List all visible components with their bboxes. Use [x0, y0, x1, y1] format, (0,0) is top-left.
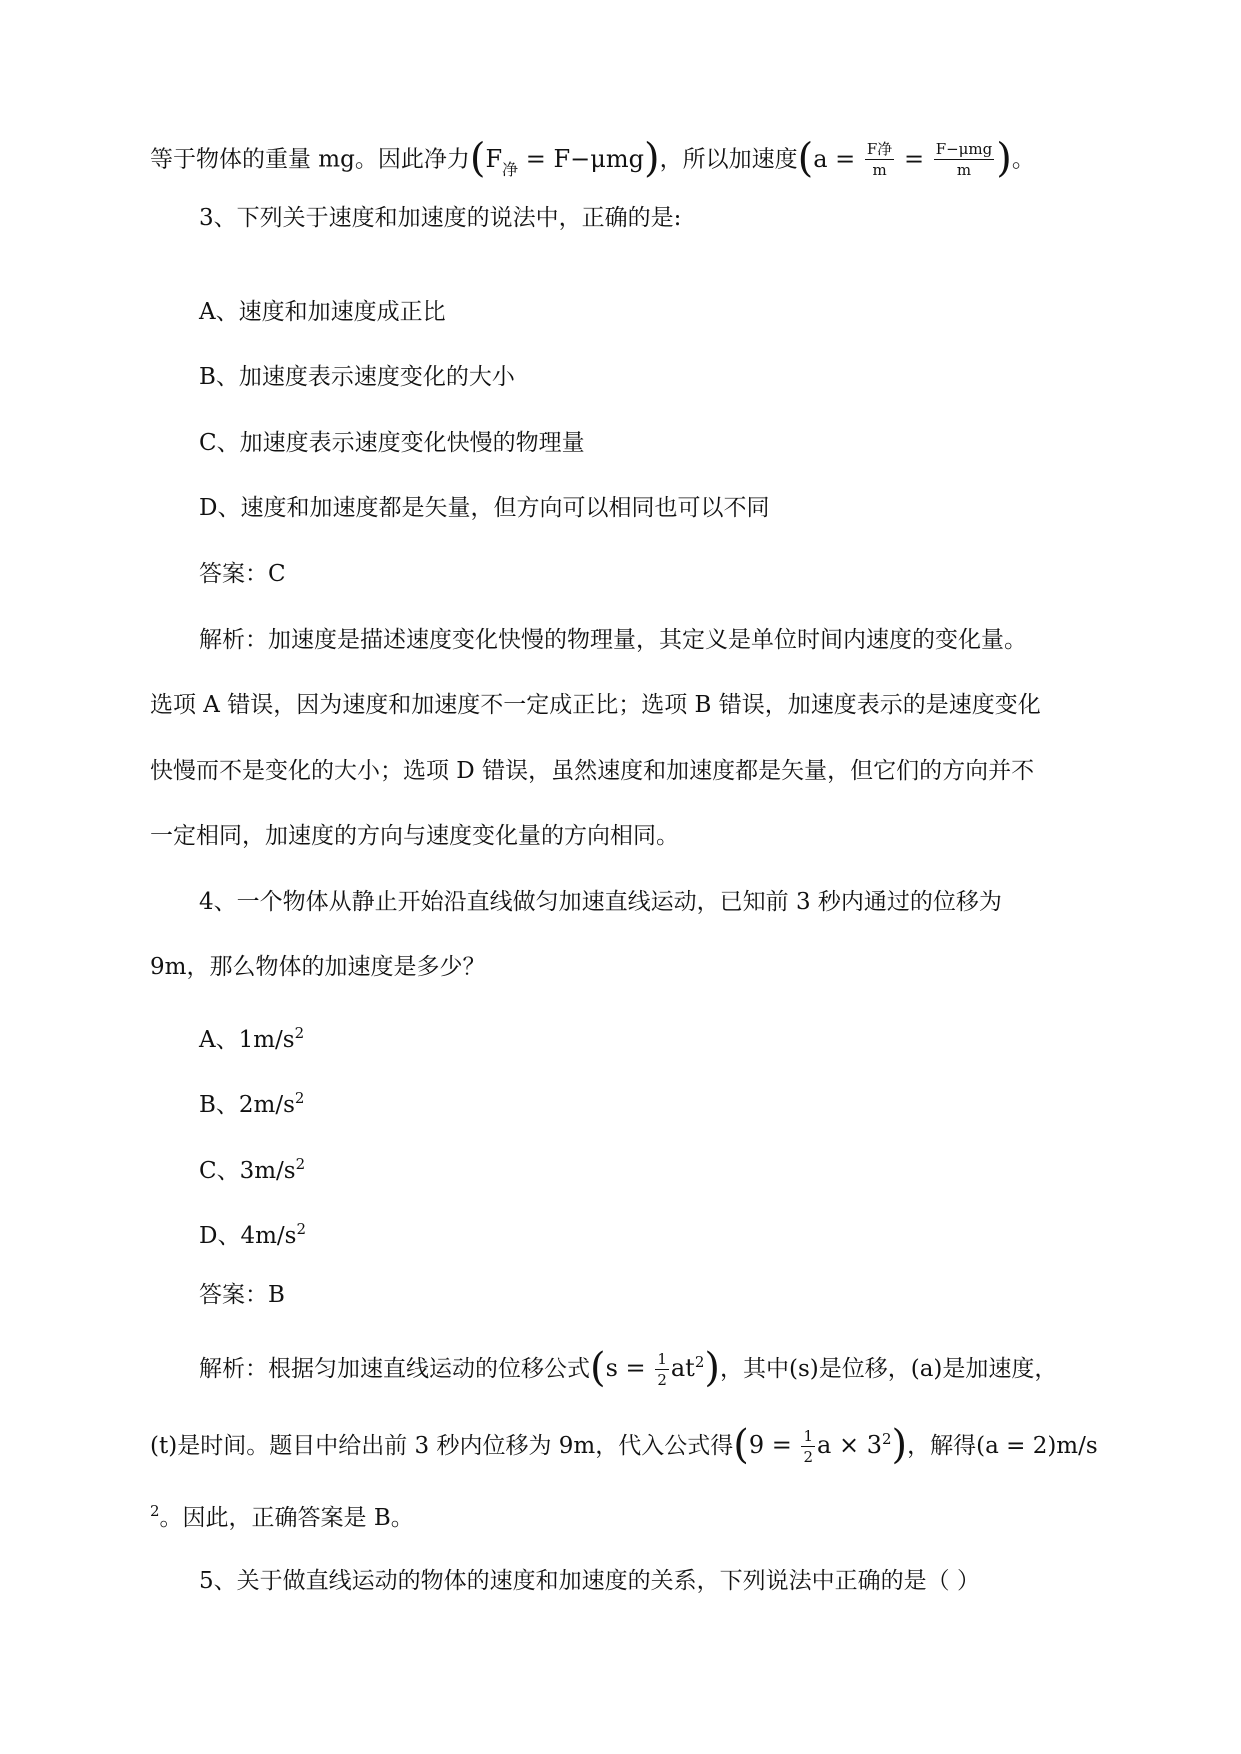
q4-option-c: C、$3m/s^2$ [199, 1155, 306, 1184]
q3-option-a: A、速度和加速度成正比 [199, 299, 446, 325]
q3-analysis-line: 快慢而不是变化的大小；选项 D 错误，虽然速度和加速度都是矢量，但它们的方向并不 [150, 758, 1035, 784]
q3-option-d: D、速度和加速度都是矢量，但方向可以相同也可以不同 [199, 495, 770, 521]
formula-acceleration: a = $\frac{\text{F净}}{m}$ = $\frac{\text{F−μmg}}{m}$ [813, 140, 993, 179]
q3-analysis-line: 一定相同，加速度的方向与速度变化量的方向相同。 [150, 823, 679, 849]
question-4: 4、一个物体从静止开始沿直线做匀加速直线运动，已知前 3 秒内通过的位移为 [199, 889, 1002, 915]
formula-substitution: 9 = $\frac{1}{2}$ $a \times 3^2$ [748, 1426, 892, 1466]
fraction: $\frac{\text{F−μmg}}{m}$ [935, 140, 993, 179]
q3-option-b: B、加速度表示速度变化的大小 [199, 364, 515, 390]
question-5: 5、关于做直线运动的物体的速度和加速度的关系，下列说法中正确的是（ ） [199, 1568, 980, 1594]
net-force-line [150, 135, 1110, 185]
text-segment: ，所以加速度 [659, 146, 798, 173]
q3-analysis-line: 选项 A 错误，因为速度和加速度不一定成正比；选项 B 错误，加速度表示的是速度变化 [150, 692, 1041, 718]
q4-answer: 答案：B [199, 1282, 285, 1308]
q4-option-b: B、$2m/s^2$ [199, 1089, 305, 1118]
q4-analysis-line-2: (t)是时间。题目中给出前 3 秒内位移为 9m，代入公式得(9 = $\frac{1}{2}$ $a \times 3^2$)，解得(a = 2)m/s [150, 1422, 1098, 1468]
paren-open: ( [797, 135, 814, 182]
paren-close: ) [996, 135, 1012, 182]
q4-analysis-line-1: 解析：根据匀加速直线运动的位移公式(s = $\frac{1}{2}$ $at^2$)，其中(s)是位移，(a)是加速度， [199, 1345, 1058, 1391]
formula-displacement: s = $\frac{1}{2}$ $at^2$ [605, 1349, 705, 1389]
question-3: 3、下列关于速度和加速度的说法中，正确的是: [199, 205, 682, 231]
q4-option-d: D、$4m/s^2$ [199, 1220, 306, 1249]
fraction: $\frac{1}{2}$ [803, 1426, 814, 1466]
fraction: $\frac{\text{F净}}{m}$ [866, 140, 893, 179]
question-4-cont: 9m，那么物体的加速度是多少？ [150, 954, 486, 980]
paren-open: ( [469, 135, 486, 182]
q4-analysis-line-3: $^2$。因此，正确答案是 B。 [150, 1502, 414, 1531]
fraction: $\frac{1}{2}$ [657, 1349, 667, 1389]
q4-option-a: A、$1m/s^2$ [199, 1024, 305, 1053]
text-segment: 。 [1011, 146, 1035, 173]
q3-option-c: C、加速度表示速度变化快慢的物理量 [199, 430, 585, 456]
q3-analysis-line: 解析：加速度是描述速度变化快慢的物理量，其定义是单位时间内速度的变化量。 [199, 627, 1027, 653]
formula-net-force: $F_净 = F-\mu mg$ [485, 144, 644, 179]
text-segment: 等于物体的重量 mg。因此净力 [150, 146, 470, 173]
paren-close: ) [643, 135, 660, 182]
q3-answer: 答案：C [199, 561, 286, 587]
